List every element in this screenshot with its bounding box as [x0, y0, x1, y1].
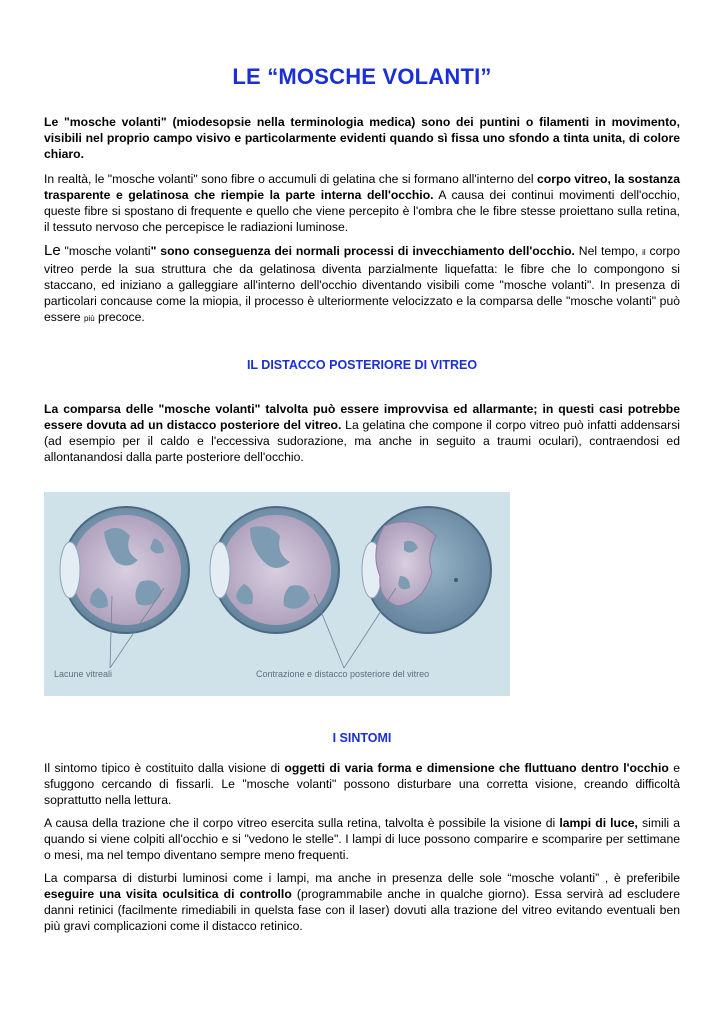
text-run: precoce. — [94, 310, 145, 324]
bold-text-run: lampi di luce, — [559, 816, 638, 830]
detachment-paragraph — [44, 401, 680, 465]
page-title: LE “MOSCHE VOLANTI” — [232, 64, 492, 89]
aging-paragraph — [44, 243, 680, 327]
bold-text-run: " sono conseguenza dei normali processi di invecchiamento dell'occhio. — [150, 244, 575, 258]
bold-text-run: oggetti di varia forma e dimensione che fluttuano dentro l'occhio — [284, 761, 669, 775]
bold-text-run: corpo vitreo, la sostanza trasparente e gelatinosa che riempie la parte interna dell'occhio. — [44, 172, 681, 202]
bold-text-run: La comparsa delle "mosche volanti" talvolta può essere improvvisa ed allarmante; in questi casi potrebbe essere dovuta ad un distacco posteriore del vitreo. — [44, 402, 680, 432]
text-run: più — [83, 314, 95, 323]
text-run: il — [642, 248, 646, 257]
text-run: Le — [44, 242, 61, 259]
vitreous-paragraph — [44, 171, 680, 235]
checkup-paragraph — [44, 870, 680, 934]
text-run: In realtà, le "mosche volanti" sono fibre o accumuli di gelatina che si formano all'interno del — [44, 172, 538, 186]
text-run: La comparsa di disturbi luminosi come i lampi, ma anche in presenza delle sole “mosche volanti” , è preferibile — [44, 871, 680, 885]
text-run: Nel tempo, — [574, 244, 643, 258]
text-run: A causa dei continui movimenti dell'occhio, queste fibre si spostano di frequente e quello che viene percepito è l'ombra che le fibre stesse proiettano sulla retina, il tessuto nervoso che percepisce le radiazioni luminose. — [44, 188, 680, 234]
section-heading-symptoms: I SINTOMI — [332, 731, 392, 745]
figure-label-contrazione: Contrazione e distacco posteriore del vitreo — [256, 669, 430, 679]
bold-text-run: eseguire una visita oculsitica di controllo — [44, 887, 292, 901]
intro-paragraph — [44, 114, 680, 162]
text-run: corpo vitreo perde la sua struttura che da gelatinosa diventa parzialmente liquefatta: le fibre che lo compongono si staccano, ed iniziano a galleggiare all'interno dell'occhio diventando visibili come "mosche volanti". In presenza di particolari concause come la miopia, il processo è ulteriormente velocizzato e la comparsa delle "mosche volanti" può essere — [44, 244, 680, 324]
flashes-paragraph — [44, 815, 680, 863]
eye-illustration — [44, 492, 510, 696]
text-run: A causa della trazione che il corpo vitreo esercita sulla retina, talvolta è possibile la visione di — [44, 816, 560, 830]
section-heading-detachment: IL DISTACCO POSTERIORE DI VITREO — [246, 358, 478, 372]
text-run: "mosche volanti — [60, 244, 151, 258]
text-run: (programmabile anche in qualche giorno). Essa servirà ad escludere danni retinici (facilmente rimediabili in quelsta fase con il laser) dovuti alla trazione del vitreo evitando eventuali ben più gravi complicazioni come il distacco retinico. — [44, 887, 680, 933]
text-run: e sfuggono cercando di fissarli. Le "mosche volanti" possono disturbare una corretta visione, creando difficoltà soprattutto nella lettura. — [44, 761, 680, 807]
text-run: simili a quando si viene colpiti all'occhio e si "vedono le stelle". I lampi di luce possono comparire e scomparire per settimane o mesi, ma nel tempo diventano sempre meno frequenti. — [44, 816, 680, 862]
symptoms-paragraph — [44, 760, 680, 808]
figure-label-lacune: Lacune vitreali — [54, 669, 113, 679]
text-run: Il sintomo tipico è costituito dalla visione di — [44, 761, 285, 775]
intro-bold-text: Le "mosche volanti" (miodesopsie nella terminologia medica) sono dei puntini o filamenti in movimento, visibili nel proprio campo visivo e particolarmente evidenti quando sì fissa uno sfondo a tinta unita, di colore chiaro. — [44, 115, 680, 161]
text-run: La gelatina che compone il corpo vitreo può infatti addensarsi (ad esempio per il caldo e l'eccessiva sudorazione, ma anche in seguito a traumi oculari), contraendosi ed allontanandosi dalla parte posteriore dell'occhio. — [44, 418, 681, 464]
